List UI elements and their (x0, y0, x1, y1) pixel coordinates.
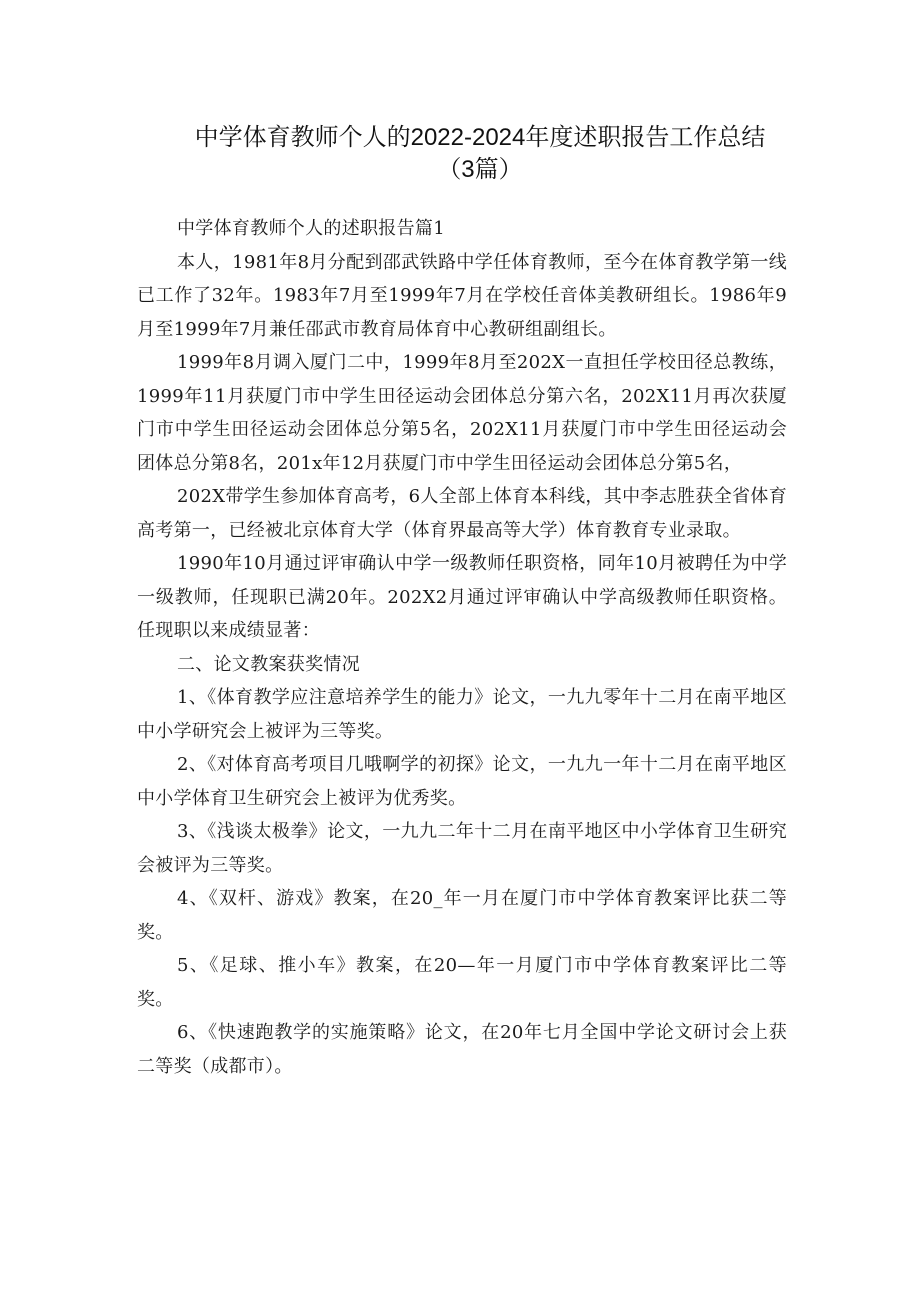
body-paragraph: 本人，1981年8月分配到邵武铁路中学任体育教师，至今在体育教学第一线已工作了32年。1983年7月至1999年7月在学校任音体美教研组长。1986年9月至1999年7月兼任邵武市教育局体育中心教研组副组长。 (137, 251, 787, 340)
section-heading: 中学体育教师个人的述职报告篇1 (177, 218, 445, 239)
list-item: 3、《浅谈太极拳》论文，一九九二年十二月在南平地区中小学体育卫生研究会被评为三等奖。 (137, 821, 787, 876)
document-body (137, 212, 787, 1083)
document-title: 中学体育教师个人的2022-2024年度述职报告工作总结 (194, 124, 766, 151)
document-title-continuation: （3篇） (437, 156, 523, 183)
list-item: 6、《快速跑教学的实施策略》论文，在20年七月全国中学论文研讨会上获二等奖（成都市）。 (137, 1022, 787, 1077)
body-paragraph: 1999年8月调入厦门二中，1999年8月至202X一直担任学校田径总教练，1999年11月获厦门市中学生田径运动会团体总分第六名，202X11月再次获厦门市中学生田径运动会团体总分第5名，202X11月获厦门市中学生田径运动会团体总分第8名，201x年12月获厦门市中学生田径运动会团体总分第5名， (137, 352, 787, 474)
list-item: 4、《双杆、游戏》教案，在20_年一月在厦门市中学体育教案评比获二等奖。 (137, 888, 787, 943)
subsection-heading: 二、论文教案获奖情况 (177, 653, 360, 675)
list-item: 2、《对体育高考项目几哦啊学的初探》论文，一九九一年十二月在南平地区中小学体育卫生研究会上被评为优秀奖。 (137, 754, 787, 809)
body-paragraph: 202X带学生参加体育高考，6人全部上体育本科线，其中李志胜获全省体育高考第一，已经被北京体育大学（体育界最高等大学）体育教育专业录取。 (137, 486, 787, 541)
list-item: 5、《足球、推小车》教案，在20—年一月厦门市中学体育教案评比二等奖。 (137, 955, 787, 1010)
list-item: 1、《体育教学应注意培养学生的能力》论文，一九九零年十二月在南平地区中小学研究会上被评为三等奖。 (137, 687, 787, 742)
body-paragraph: 1990年10月通过评审确认中学一级教师任职资格，同年10月被聘任为中学一级教师，任现职已满20年。202X2月通过评审确认中学高级教师任职资格。任现职以来成绩显著： (137, 553, 787, 641)
